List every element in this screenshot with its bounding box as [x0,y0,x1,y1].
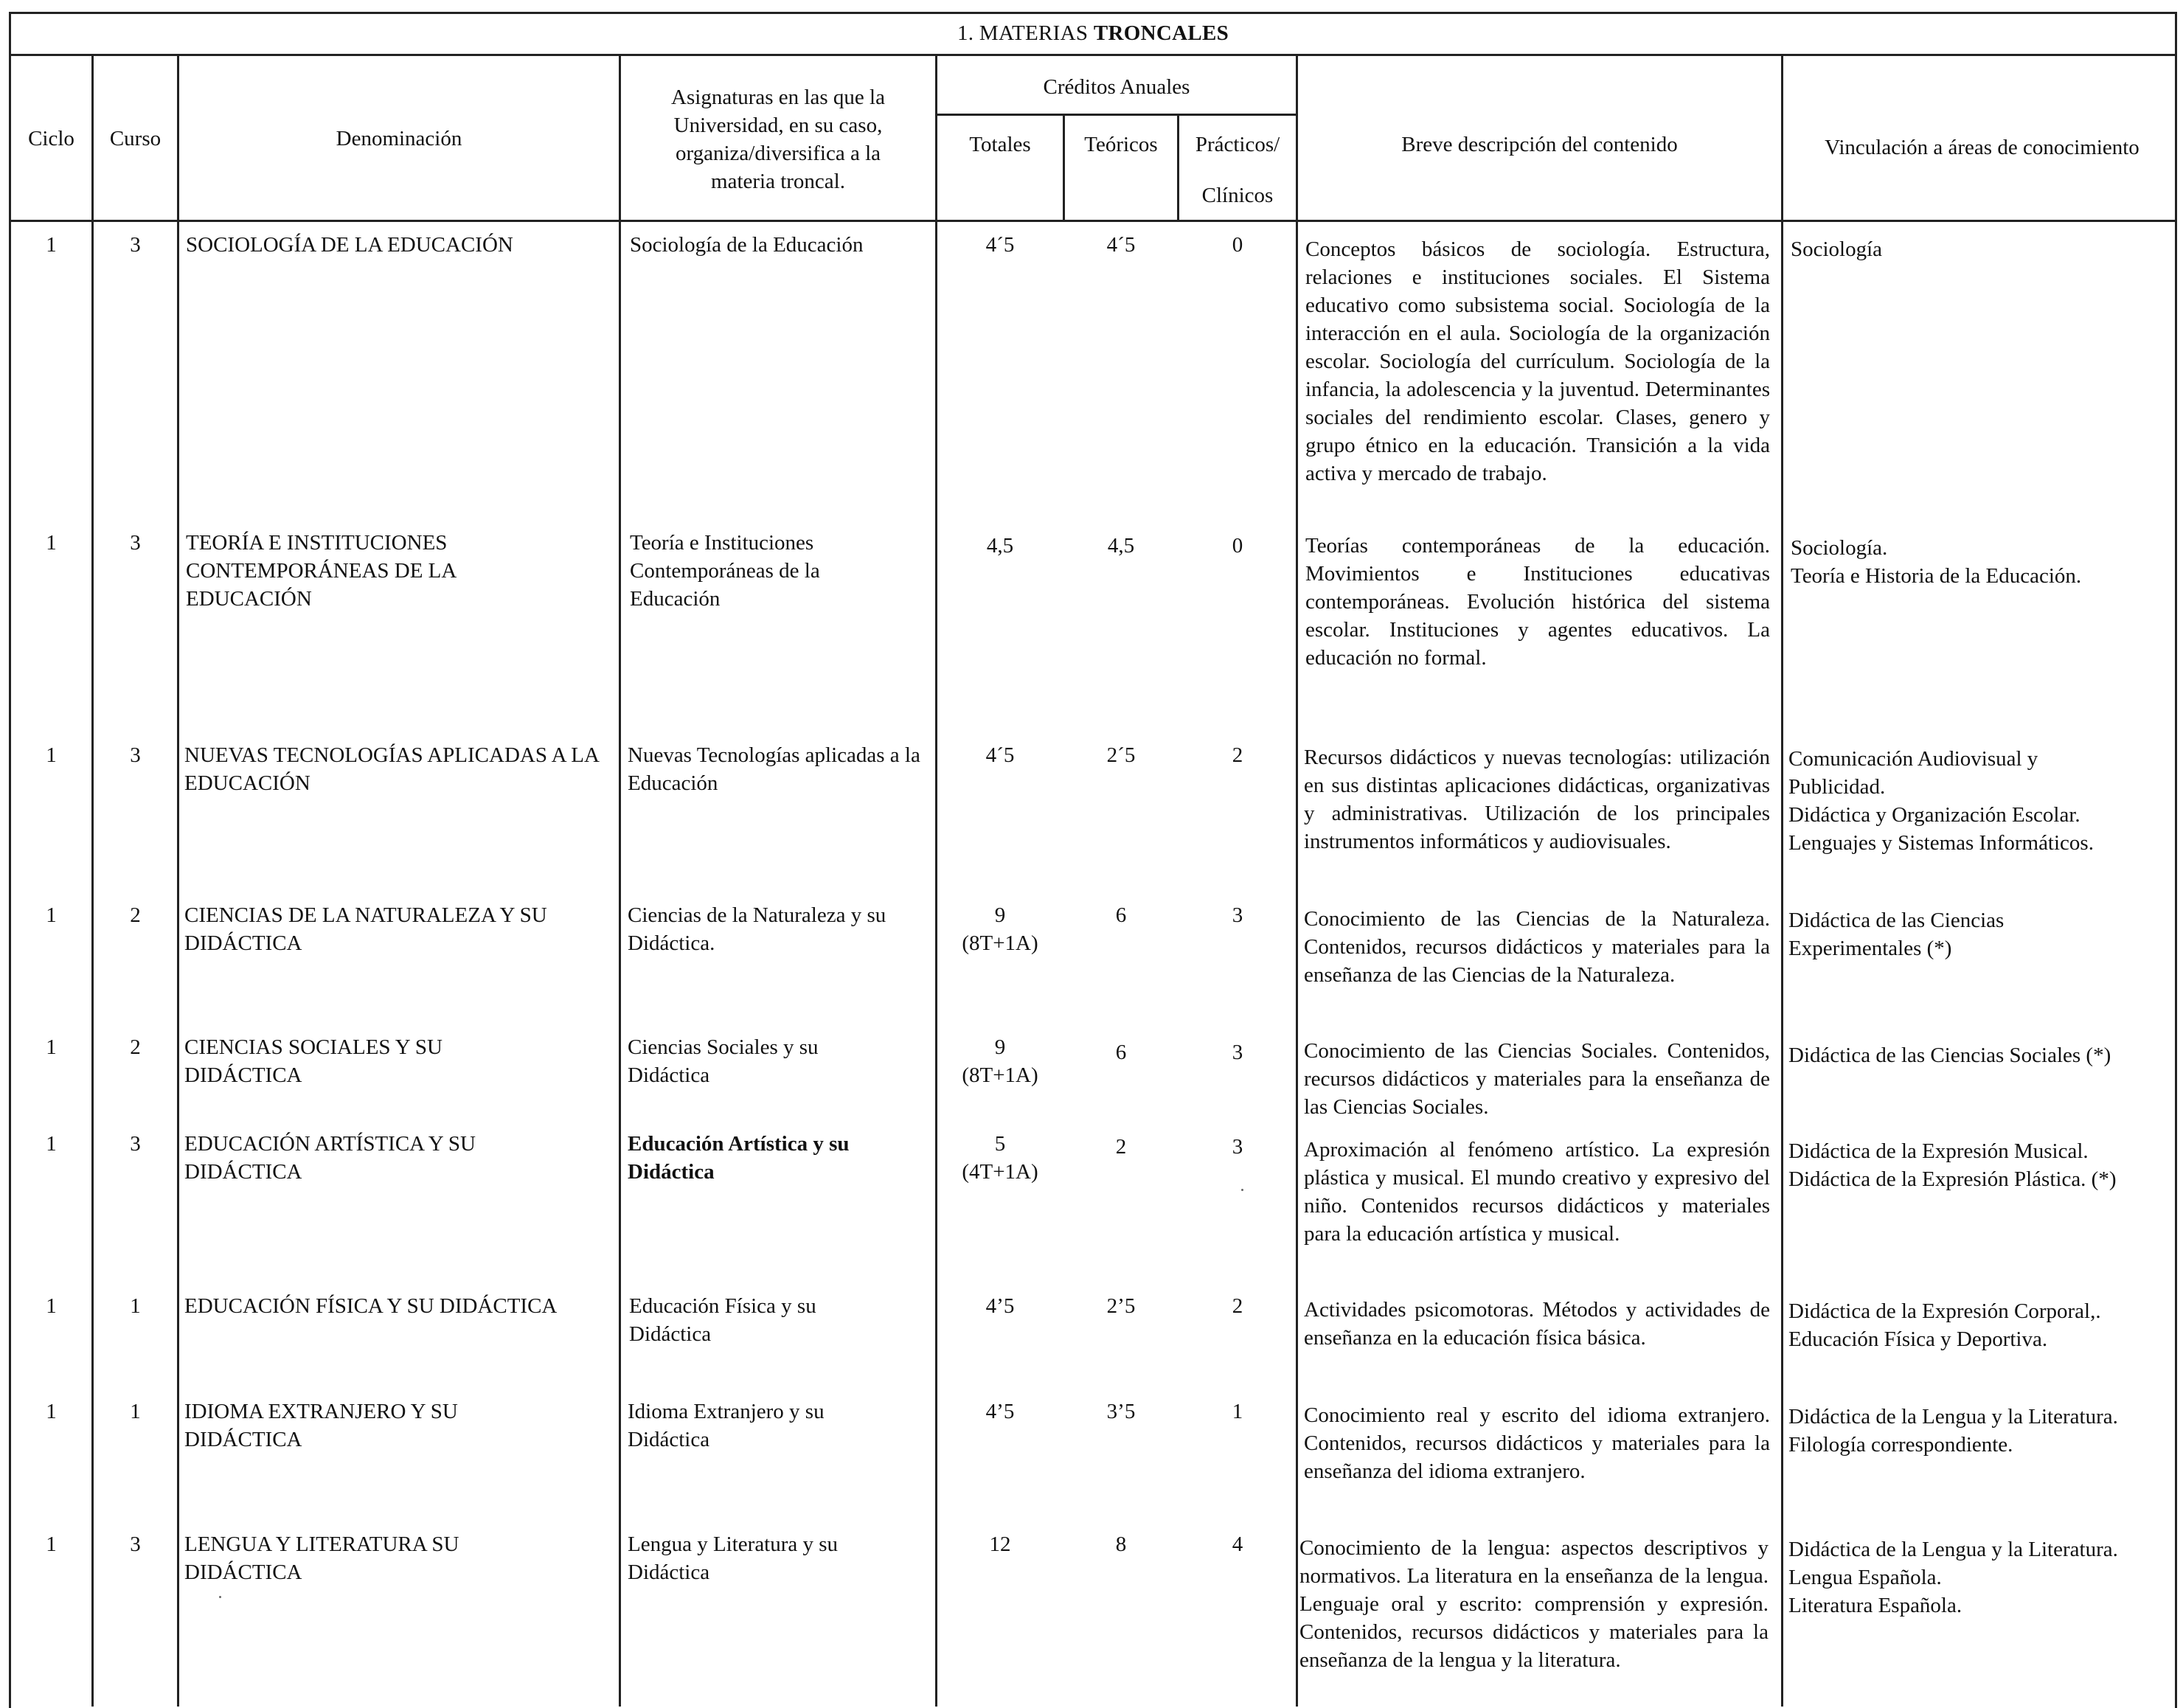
cell-descripcion: Conceptos básicos de sociología. Estructura, relaciones e instituciones sociales. El Sistema educativo como subsistema social. Sociología de la interacción en el aula. Sociología de la organización escolar. Sociología del currículum. Sociología de la infancia, la adolescencia y la juventud. Determinantes sociales del rendimiento escolar. Clases, genero y grupo étnico en la educación. Transición a la vida activa y mercado de trabajo. [1305,237,1770,485]
cell-asignatura: Ciencias Sociales y su Didáctica [628,1035,819,1087]
scan-speck [219,1596,221,1598]
cell-curso: 2 [130,1035,141,1059]
cell-teoricos: 2’5 [1106,1294,1136,1318]
vinculacion-line: Didáctica de las Ciencias Experimentales (*) [1788,909,2005,960]
col-divider [619,56,621,1707]
credits-divider [935,114,1298,116]
col-divider [935,56,937,1707]
cell-vinculacion [1791,235,2174,263]
cell-practicos: 1 [1232,1400,1243,1423]
cell-vinculacion [1788,1137,2179,1193]
cell-denominacion: IDIOMA EXTRANJERO Y SU DIDÁCTICA [184,1400,458,1451]
cell-teoricos: 6 [1115,1041,1127,1064]
header-curso: Curso [109,127,162,150]
totales-value: 9 [994,1035,1006,1059]
cell-totales [937,901,1063,957]
cell-denominacion: TEORÍA E INSTITUCIONES CONTEMPORÁNEAS DE LA EDUCACIÓN [186,531,456,611]
cell-descripcion: Teorías contemporáneas de la educación. Movimientos e Instituciones educativas contemporáneas. Evolución histórica del sistema escolar. Instituciones y agentes educativos. La educación no formal. [1305,534,1770,670]
cell-asignatura: Teoría e Instituciones Contemporáneas de la Educación [630,531,820,611]
cell-vinculacion [1788,745,2098,857]
vinculacion-line: Didáctica de la Expresión Plástica. (*) [1788,1167,2117,1191]
cell-asignatura: Idioma Extranjero y su Didáctica [628,1400,825,1451]
header-denominacion: Denominación [336,127,462,150]
header-creditos: Créditos Anuales [1043,75,1190,99]
cell-practicos: 3 [1232,903,1243,927]
cell-teoricos: 8 [1115,1532,1127,1556]
header-totales: Totales [969,133,1031,156]
cell-teoricos: 4´5 [1106,233,1136,257]
cell-practicos: 0 [1232,534,1243,558]
cell-vinculacion [1788,1535,2179,1620]
cell-curso: 1 [130,1400,141,1423]
cell-vinculacion [1791,534,2174,590]
vinculacion-line: Comunicación Audiovisual y Publicidad. [1788,747,2038,799]
totales-value: 5 [994,1132,1006,1156]
col-divider [91,56,94,1707]
cell-totales: 12 [989,1532,1011,1556]
cell-curso: 3 [130,1532,141,1556]
cell-totales: 4´5 [985,743,1015,767]
cell-vinculacion [1788,1041,2179,1069]
cell-teoricos: 2 [1115,1135,1127,1159]
cell-descripcion: Aproximación al fenómeno artístico. La expresión plástica y musical. El mundo creativo y expresivo del niño. Contenidos recursos didácticos y materiales para la educación artística y musical. [1304,1138,1770,1246]
cell-ciclo: 1 [46,903,57,927]
cell-descripcion: Conocimiento de la lengua: aspectos descriptivos y normativos. La literatura en la enseñanza de la lengua. Lenguaje oral y escrito: comprensión y expresión. Contenidos, recursos didácticos y materiales para la enseñanza de la lengua y la literatura. [1299,1536,1769,1672]
vinculacion-line: Didáctica de la Lengua y la Literatura. [1788,1538,2118,1561]
vinculacion-line: Lenguajes y Sistemas Informáticos. [1788,831,2094,855]
cell-vinculacion [1788,1403,2179,1459]
title-bold: TRONCALES [1093,21,1229,45]
vinculacion-line: Teoría e Historia de la Educación. [1791,564,2082,588]
vinculacion-line: Literatura Española. [1788,1594,1962,1617]
vinculacion-line: Educación Física y Deportiva. [1788,1327,2048,1351]
cell-totales [937,1033,1063,1089]
header-bottom-line [9,220,2177,222]
totales-breakdown: (8T+1A) [962,1063,1038,1087]
cell-ciclo: 1 [46,1035,57,1059]
cell-practicos: 2 [1232,1294,1243,1318]
cell-totales: 4’5 [985,1294,1015,1318]
cell-curso: 3 [130,1132,141,1156]
totales-value: 9 [994,903,1006,927]
cell-totales: 4,5 [986,534,1014,558]
col-divider [177,56,179,1707]
cell-practicos: 3 [1232,1135,1243,1159]
cell-ciclo: 1 [46,1294,57,1318]
vinculacion-line: Didáctica y Organización Escolar. [1788,803,2080,827]
cell-practicos: 3 [1232,1041,1243,1064]
cell-asignatura: Sociología de la Educación [630,233,864,257]
cell-descripcion: Conocimiento de las Ciencias Sociales. Contenidos, recursos didácticos y materiales para la enseñanza de las Ciencias Sociales. [1304,1039,1770,1119]
cell-teoricos: 2´5 [1106,743,1136,767]
header-descripcion: Breve descripción del contenido [1401,133,1678,156]
vinculacion-line: Lengua Española. [1788,1566,1942,1589]
cell-denominacion: EDUCACIÓN ARTÍSTICA Y SU DIDÁCTICA [184,1132,476,1184]
scan-speck [1241,1189,1243,1191]
cell-asignatura: Lengua y Literatura y su Didáctica [628,1532,839,1584]
cell-ciclo: 1 [46,233,57,257]
cell-practicos: 2 [1232,743,1243,767]
cell-totales: 4´5 [985,233,1015,257]
cell-curso: 2 [130,903,141,927]
table-title [9,12,2177,56]
cell-ciclo: 1 [46,1400,57,1423]
cell-denominacion: EDUCACIÓN FÍSICA Y SU DIDÁCTICA [184,1294,558,1318]
cell-denominacion: LENGUA Y LITERATURA SU DIDÁCTICA [184,1532,459,1584]
cell-descripcion: Conocimiento real y escrito del idioma extranjero. Contenidos, recursos didácticos y materiales para la enseñanza del idioma extranjero. [1304,1403,1770,1483]
cell-ciclo: 1 [46,531,57,555]
header-practicos: Prácticos/ [1195,133,1280,156]
title-prefix: 1. MATERIAS [957,21,1094,45]
cell-asignatura: Nuevas Tecnologías aplicadas a la Educación [628,743,920,795]
header-asignaturas: Asignaturas en las que la Universidad, en su caso, organiza/diversifica a la materia troncal. [671,86,885,193]
cell-denominacion: CIENCIAS DE LA NATURALEZA Y SU DIDÁCTICA [184,903,547,955]
cell-descripcion: Actividades psicomotoras. Métodos y actividades de enseñanza en la educación física básica. [1304,1298,1770,1350]
cell-ciclo: 1 [46,1532,57,1556]
vinculacion-line: Didáctica de las Ciencias Sociales (*) [1788,1044,2111,1067]
cell-vinculacion [1788,1297,2179,1353]
cell-curso: 3 [130,743,141,767]
cell-practicos: 0 [1232,233,1243,257]
vinculacion-line: Didáctica de la Expresión Musical. [1788,1139,2089,1163]
vinculacion-line: Sociología [1791,237,1883,261]
vinculacion-line: Didáctica de la Expresión Corporal,. [1788,1299,2101,1323]
cell-curso: 1 [130,1294,141,1318]
col-divider [1296,56,1298,1707]
cell-descripcion: Conocimiento de las Ciencias de la Naturaleza. Contenidos, recursos didácticos y materiales para la enseñanza de las Ciencias de la Naturaleza. [1304,907,1770,987]
cell-curso: 3 [130,531,141,555]
header-ciclo: Ciclo [28,127,74,150]
cell-teoricos: 4,5 [1107,534,1135,558]
cell-totales: 4’5 [985,1400,1015,1423]
header-teoricos: Teóricos [1084,133,1158,156]
header-clinicos: Clínicos [1201,184,1274,207]
cell-teoricos: 6 [1115,903,1127,927]
cell-descripcion: Recursos didácticos y nuevas tecnologías: utilización en sus distintas aplicaciones didácticas, organizativas y administrativas. Utilización de los principales instrumentos informáticos y audiovisuales. [1304,746,1770,853]
cell-teoricos: 3’5 [1106,1400,1136,1423]
cell-totales [937,1130,1063,1186]
totales-breakdown: (8T+1A) [962,931,1038,955]
cell-asignatura: Educación Física y su Didáctica [629,1294,816,1346]
cell-denominacion: CIENCIAS SOCIALES Y SU DIDÁCTICA [184,1035,442,1087]
vinculacion-line: Filología correspondiente. [1788,1433,2013,1457]
cell-denominacion: SOCIOLOGÍA DE LA EDUCACIÓN [186,233,513,257]
cell-ciclo: 1 [46,1132,57,1156]
cell-ciclo: 1 [46,743,57,767]
cell-asignatura: Ciencias de la Naturaleza y su Didáctica. [628,903,886,955]
cell-curso: 3 [130,233,141,257]
cell-practicos: 4 [1232,1532,1243,1556]
cell-denominacion: NUEVAS TECNOLOGÍAS APLICADAS A LA EDUCACIÓN [184,743,599,795]
header-vinculacion: Vinculación a áreas de conocimiento [1825,136,2139,159]
col-divider [1781,56,1783,1707]
totales-breakdown: (4T+1A) [962,1160,1038,1184]
cell-vinculacion [1788,906,2010,962]
vinculacion-line: Didáctica de la Lengua y la Literatura. [1788,1405,2118,1428]
cell-asignatura: Educación Artística y su Didáctica [628,1132,850,1184]
vinculacion-line: Sociología. [1791,536,1888,560]
